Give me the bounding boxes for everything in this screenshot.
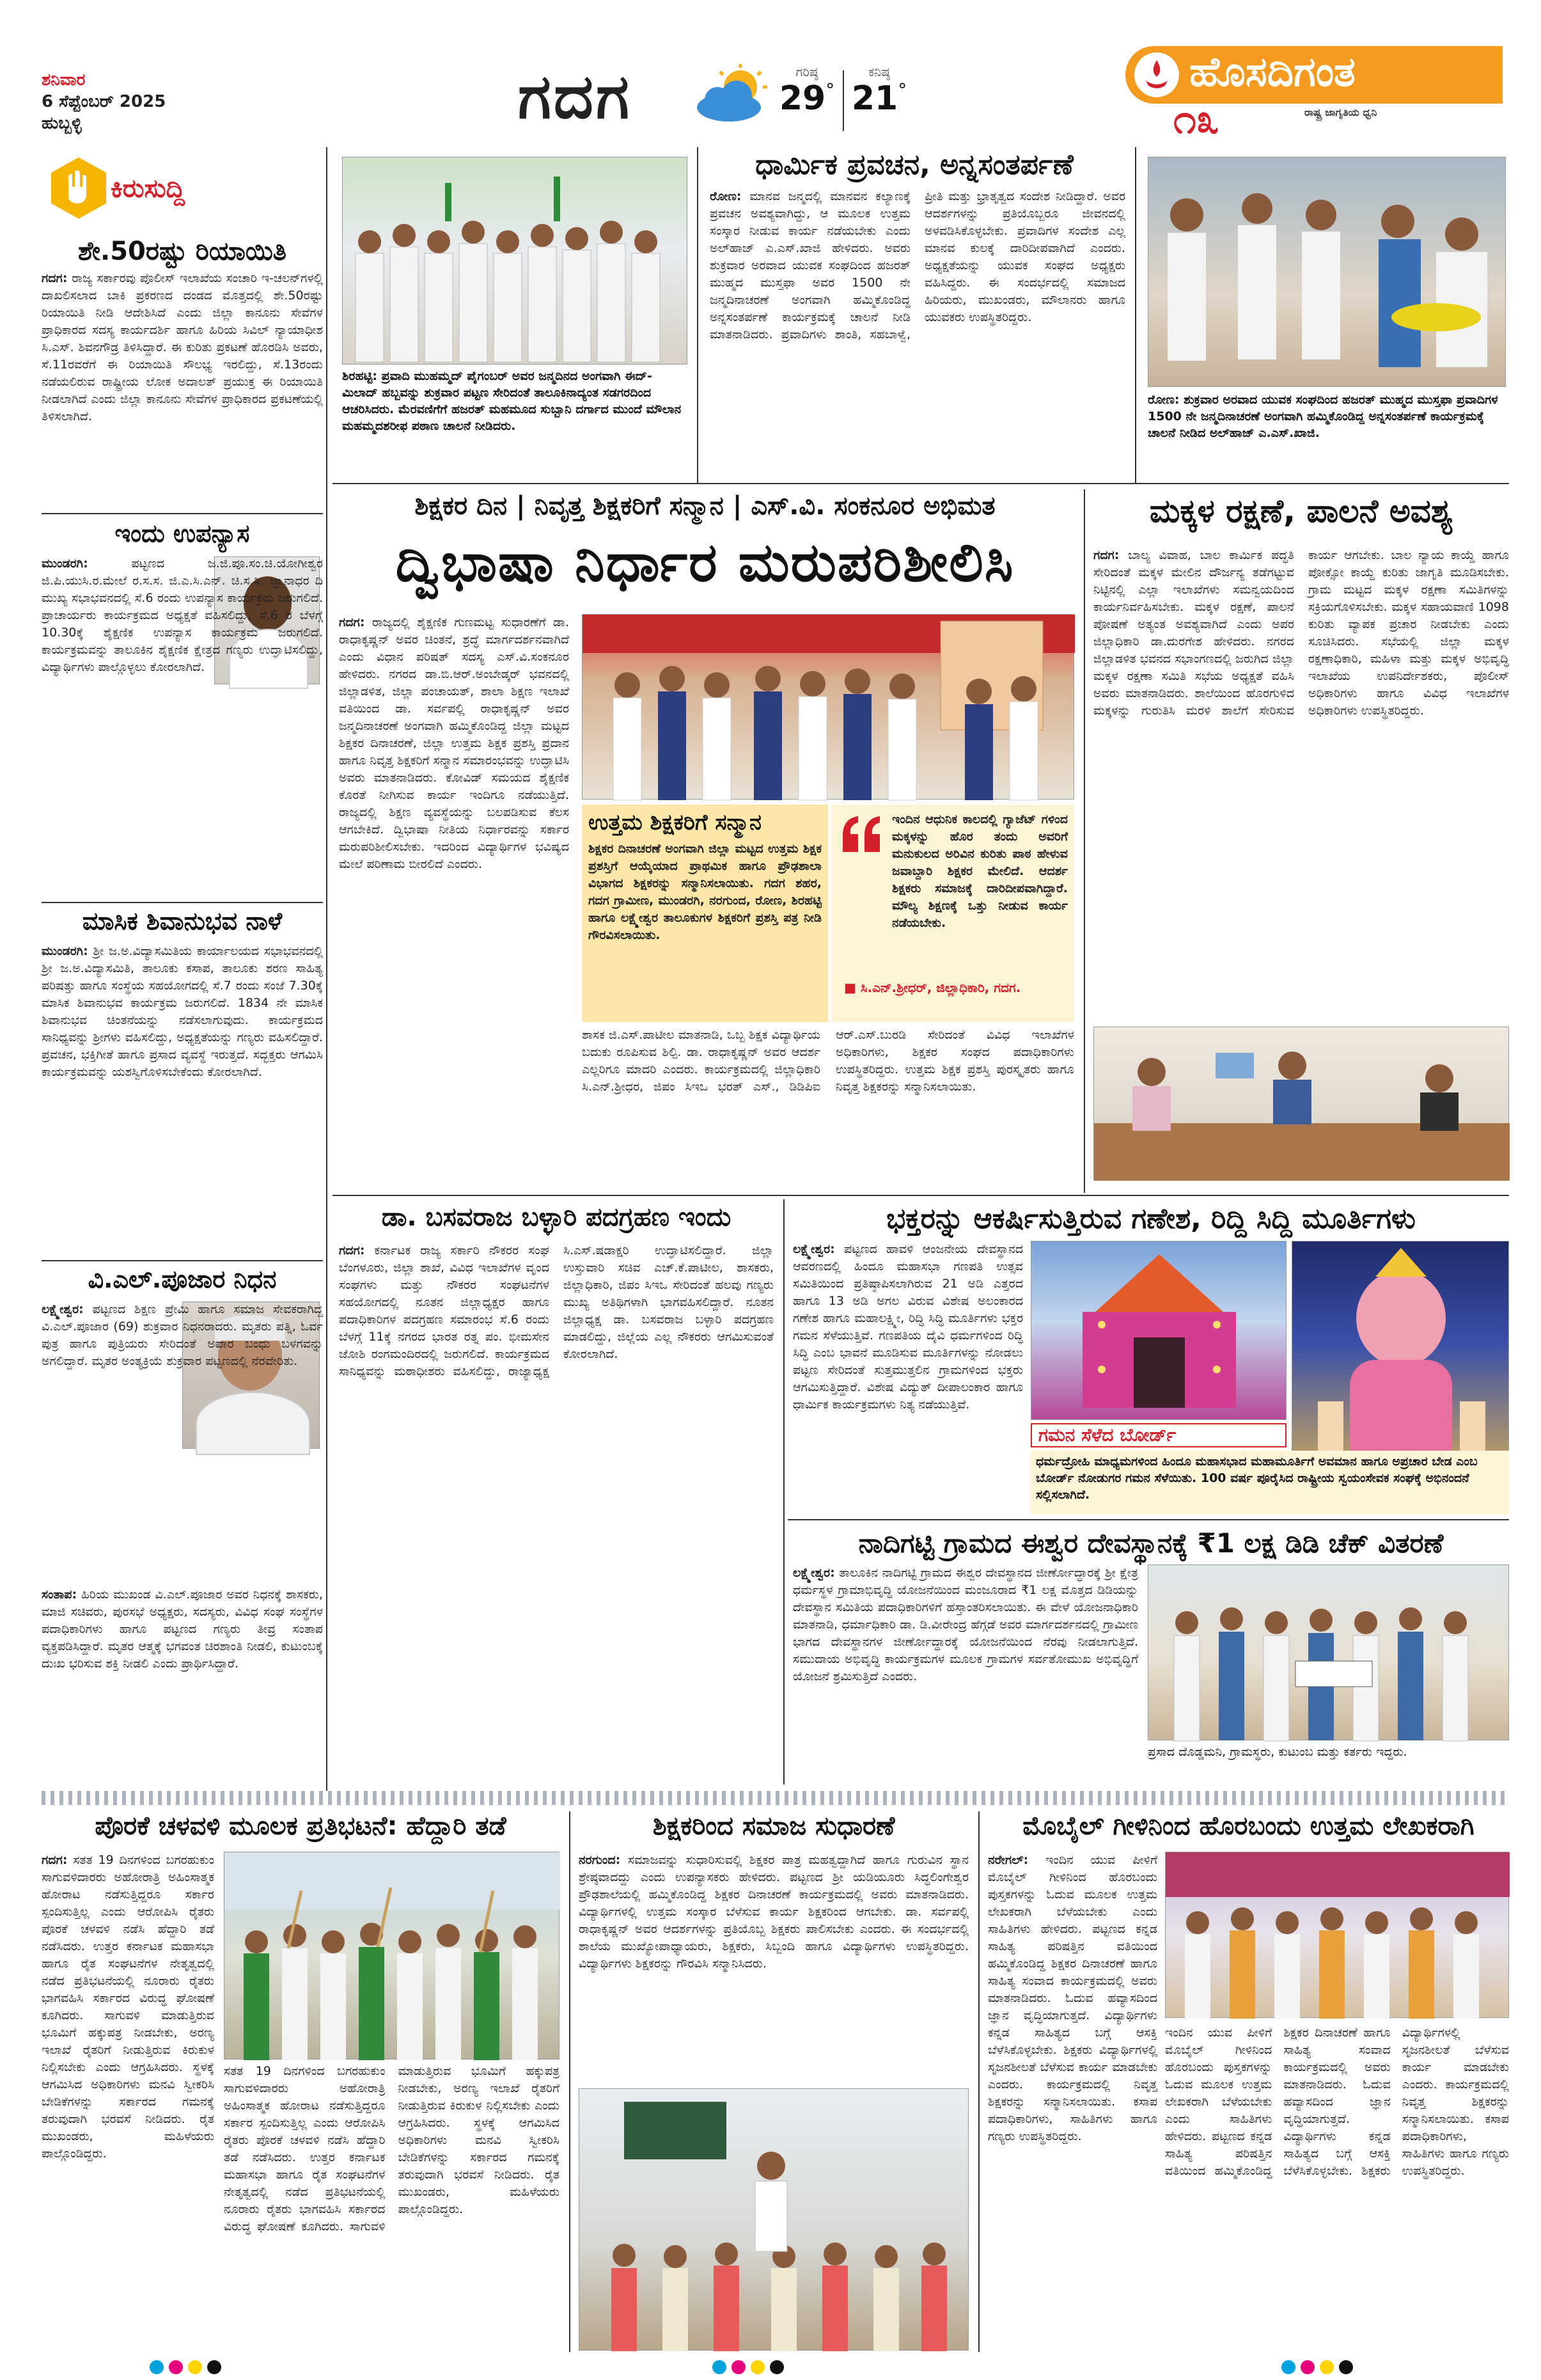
column-rule <box>1084 489 1085 1193</box>
max-temp-block: ಗರಿಷ್ಠ 29° <box>775 64 839 134</box>
max-label: ಗರಿಷ್ಠ <box>795 64 818 79</box>
kirusuddi-badge <box>47 156 194 220</box>
registration-dot <box>731 2360 746 2374</box>
eid-procession-photo <box>342 157 687 365</box>
dharmika-headline: ಧಾರ್ಮಿಕ ಪ್ರವಚನ, ಅನ್ನಸಂತರ್ಪಣೆ <box>755 148 1074 181</box>
divider <box>42 1260 323 1261</box>
child-protection-meeting-photo <box>1093 1027 1509 1180</box>
lead-headline: ದ್ವಿಭಾಷಾ ನಿರ್ಧಾರ ಮರುಪರಿಶೀಲಿಸಿ <box>395 531 1015 594</box>
school-teachers-day-photo <box>579 2088 969 2351</box>
basavaraj-headline: ಡಾ. ಬಸವರಾಜ ಬಳ್ಳಾರಿ ಪದಗ್ರಹಣ ಇಂದು <box>381 1202 731 1232</box>
registration-dot <box>1320 2360 1334 2374</box>
ganesha-headline: ಭಕ್ತರನ್ನು ಆಕರ್ಷಿಸುತ್ತಿರುವ ಗಣೇಶ, ರಿದ್ದಿ ಸಿದ್ದಿ ಮೂರ್ತಿಗಳು <box>886 1202 1416 1235</box>
section-rule <box>332 1195 1509 1196</box>
registration-dot <box>1281 2360 1295 2374</box>
poreke-headline: ಪೊರಕೆ ಚಳವಳಿ ಮೂಲಕ ಪ್ರತಿಭಟನೆ: ಹೆದ್ದಾರಿ ತಡೆ <box>95 1811 506 1841</box>
brief-body-3: ಮುಂಡರಗಿ: ಶ್ರೀ ಜ.ಅ.ವಿದ್ಯಾಸಮಿತಿಯ ಕಾರ್ಯಾಲಯದ ಸಭಾಭವನದಲ್ಲಿ ಶ್ರೀ ಜ.ಅ.ವಿದ್ಯಾಸಮಿತಿ, ತಾಲೂಕು ಕಸಾಪ, ತಾಲೂಕು ಶರಣ ಸಾಹಿತ್ಯ ಪರಿಷತ್ತು ಹಾಗೂ ಸಂಸ್ಥೆಯ ಸಹಯೋಗದಲ್ಲಿ ಸೆ.7 ರಂದು ಸಂಜೆ 7.30ಕ್ಕೆ ಮಾಸಿಕ ಶಿವಾನುಭವ ಕಾರ್ಯಕ್ರಮ ಜರುಗಲಿದೆ. 1834 ನೇ ಮಾಸಿಕ ಶಿವಾನುಭವ ಚಿಂತನೆಯನ್ನು ನಡೆಸಲಾಗುವುದು. ಕಾರ್ಯಕ್ರಮದ ಸಾನಿಧ್ಯವನ್ನು ಶ್ರೀಗಳು ವಹಿಸಲಿದ್ದು, ಅಧ್ಯಕ್ಷತೆಯನ್ನು ಗಣ್ಯರು ವಹಿಸಲಿದ್ದಾರೆ. ಪ್ರವಚನ, ಭಕ್ತಿಗೀತೆ ಹಾಗೂ ಪ್ರಸಾದ ವ್ಯವಸ್ಥೆ ಇರುತ್ತದೆ. ಸದ್ಭಕ್ತರು ಆಗಮಿಸಿ ಕಾರ್ಯಕ್ರಮವನ್ನು ಯಶಸ್ವಿಗೊಳಿಸಬೇಕೆಂದು ಕೋರಲಾಗಿದೆ. <box>42 944 324 1079</box>
registration-dot <box>770 2360 784 2374</box>
registration-dot <box>188 2360 202 2374</box>
protest-photo <box>224 1852 559 2060</box>
poreke-body: ಗದಗ: ಸತತ 19 ದಿನಗಳಿಂದ ಬಗರಹುಕುಂ ಸಾಗುವಳಿದಾರರು ಅಹೋರಾತ್ರಿ ಅಹಿಂಸಾತ್ಮಕ ಹೋರಾಟ ನಡೆಸುತ್ತಿದ್ದರೂ ಸರ್ಕಾರ ಸ್ಪಂದಿಸುತ್ತಿಲ್ಲ ಎಂದು ಆರೋಪಿಸಿ ರೈತರು ಪೊರಕೆ ಚಳವಳಿ ನಡೆಸಿ ಹೆದ್ದಾರಿ ತಡೆ ನಡೆಸಿದರು. ಉತ್ತರ ಕರ್ನಾಟಕ ಮಹಾಸಭಾ ಹಾಗೂ ರೈತ ಸಂಘಟನೆಗಳ ನೇತೃತ್ವದಲ್ಲಿ ನಡೆದ ಪ್ರತಿಭಟನೆಯಲ್ಲಿ ನೂರಾರು ರೈತರು ಭಾಗವಹಿಸಿ ಸರ್ಕಾರದ ವಿರುದ್ಧ ಘೋಷಣೆ ಕೂಗಿದರು. ಸಾಗುವಳಿ ಮಾಡುತ್ತಿರುವ ಭೂಮಿಗೆ ಹಕ್ಕುಪತ್ರ ನೀಡಬೇಕು, ಅರಣ್ಯ ಇಲಾಖೆ ರೈತರಿಗೆ ನೀಡುತ್ತಿರುವ ಕಿರುಕುಳ ನಿಲ್ಲಿಸಬೇಕು ಎಂದು ಆಗ್ರಹಿಸಿದರು. ಸ್ಥಳಕ್ಕೆ ಆಗಮಿಸಿದ ಅಧಿಕಾರಿಗಳು ಮನವಿ ಸ್ವೀಕರಿಸಿ ಬೇಡಿಕೆಗಳನ್ನು ಸರ್ಕಾರದ ಗಮನಕ್ಕೆ ತರುವುದಾಗಿ ಭರವಸೆ ನೀಡಿದರು. ರೈತ ಮುಖಂಡರು, ಮಹಿಳೆಯರು ಪಾಲ್ಗೊಂಡಿದ್ದರು. <box>42 1853 214 2161</box>
page-number: ೧೩ <box>1173 96 1219 143</box>
max-temp: 29 <box>779 79 826 118</box>
box-body: ಶಿಕ್ಷಕರ ದಿನಾಚರಣೆ ಅಂಗವಾಗಿ ಜಿಲ್ಲಾ ಮಟ್ಟದ ಉತ್ತಮ ಶಿಕ್ಷಕ ಪ್ರಶಸ್ತಿಗೆ ಆಯ್ಕೆಯಾದ ಪ್ರಾಥಮಿಕ ಹಾಗೂ ಪ್ರೌಢಶಾಲಾ ವಿಭಾಗದ ಶಿಕ್ಷಕರನ್ನು ಸನ್ಮಾನಿಸಲಾಯಿತು. ಗದಗ ಶಹರ, ಗದಗ ಗ್ರಾಮೀಣ, ಮುಂಡರಗಿ, ನರಗುಂದ, ರೋಣ, ಶಿರಹಟ್ಟಿ ಹಾಗೂ ಲಕ್ಷ್ಮೇಶ್ವರ ತಾಲೂಕುಗಳ ಶಿಕ್ಷಕರಿಗೆ ಪ್ರಶಸ್ತಿ ಪತ್ರ ನೀಡಿ ಗೌರವಿಸಲಾಯಿತು. <box>588 842 822 942</box>
uttama-shikshaka-box <box>582 805 828 1022</box>
shikshakarinda-body: ನರಗುಂದ: ಸಮಾಜವನ್ನು ಸುಧಾರಿಸುವಲ್ಲಿ ಶಿಕ್ಷಕರ ಪಾತ್ರ ಮಹತ್ವದ್ದಾಗಿದೆ ಹಾಗೂ ಗುರುವಿನ ಸ್ಥಾನ ಶ್ರೇಷ್ಠವಾದದ್ದು ಎಂದು ಉಪನ್ಯಾಸಕರು ಹೇಳಿದರು. ಪಟ್ಟಣದ ಶ್ರೀ ಯಡಿಯೂರು ಸಿದ್ಧಲಿಂಗೇಶ್ವರ ಪ್ರೌಢಶಾಲೆಯಲ್ಲಿ ಹಮ್ಮಿಕೊಂಡಿದ್ದ ಶಿಕ್ಷಕರ ದಿನಾಚರಣೆ ಕಾರ್ಯಕ್ರಮದಲ್ಲಿ ಅವರು ಮಾತನಾಡಿದರು. ವಿದ್ಯಾರ್ಥಿಗಳಲ್ಲಿ ಉತ್ತಮ ಸಂಸ್ಕಾರ ಬೆಳೆಸುವ ಕಾರ್ಯ ಶಿಕ್ಷಕರಿಂದ ಆಗಬೇಕು. ಡಾ. ಸರ್ವಪಲ್ಲಿ ರಾಧಾಕೃಷ್ಣನ್ ಅವರ ಆದರ್ಶಗಳನ್ನು ಪ್ರತಿಯೊಬ್ಬ ಶಿಕ್ಷಕರು ಪಾಲಿಸಬೇಕು ಎಂದರು. ಈ ಸಂದರ್ಭದಲ್ಲಿ ಶಾಲೆಯ ಮುಖ್ಯೋಪಾಧ್ಯಾಯರು, ಶಿಕ್ಷಕರು, ಸಿಬ್ಬಂದಿ ಹಾಗೂ ವಿದ್ಯಾರ್ಥಿಗಳು ಉಪಸ್ಥಿತರಿದ್ದರು. ವಿದ್ಯಾರ್ಥಿಗಳು ಶಿಕ್ಷಕರನ್ನು ಗೌರವಿಸಿ ಸನ್ಮಾನಿಸಿದರು. <box>579 1853 969 1971</box>
makkala-body: ಗದಗ: ಬಾಲ್ಯ ವಿವಾಹ, ಬಾಲ ಕಾರ್ಮಿಕ ಪದ್ಧತಿ ಸೇರಿದಂತೆ ಮಕ್ಕಳ ಮೇಲಿನ ದೌರ್ಜನ್ಯ ತಡೆಗಟ್ಟುವ ನಿಟ್ಟಿನಲ್ಲಿ ಎಲ್ಲಾ ಇಲಾಖೆಗಳು ಸಮನ್ವಯದಿಂದ ಕಾರ್ಯನಿರ್ವಹಿಸಬೇಕು. ಮಕ್ಕಳ ರಕ್ಷಣೆ, ಪಾಲನೆ ಪೋಷಣೆ ಅತ್ಯಂತ ಅವಶ್ಯವಾಗಿದೆ ಎಂದು ಅಪರ ಜಿಲ್ಲಾಧಿಕಾರಿ ಡಾ.ದುರಗೇಶ ಹೇಳಿದರು. ನಗರದ ಜಿಲ್ಲಾಡಳಿತ ಭವನದ ಸಭಾಂಗಣದಲ್ಲಿ ಜರುಗಿದ ಜಿಲ್ಲಾ ಮಕ್ಕಳ ರಕ್ಷಣಾ ಸಮಿತಿ ಸಭೆಯ ಅಧ್ಯಕ್ಷತೆ ವಹಿಸಿ ಅವರು ಮಾತನಾಡಿದರು. ಶಾಲೆಯಿಂದ ಹೊರಗುಳಿದ ಮಕ್ಕಳನ್ನು ಗುರುತಿಸಿ ಮರಳಿ ಶಾಲೆಗೆ ಸೇರಿಸುವ ಕಾರ್ಯ ಆಗಬೇಕು. ಬಾಲ ನ್ಯಾಯ ಕಾಯ್ದೆ ಹಾಗೂ ಪೋಕ್ಸೋ ಕಾಯ್ದೆ ಕುರಿತು ಜಾಗೃತಿ ಮೂಡಿಸಬೇಕು. ಗ್ರಾಮ ಮಟ್ಟದ ಮಕ್ಕಳ ರಕ್ಷಣಾ ಸಮಿತಿಗಳನ್ನು ಸಕ್ರಿಯಗೊಳಿಸಬೇಕು. ಮಕ್ಕಳ ಸಹಾಯವಾಣಿ 1098 ಕುರಿತು ವ್ಯಾಪಕ ಪ್ರಚಾರ ನೀಡಬೇಕು ಎಂದು ಸೂಚಿಸಿದರು. ಸಭೆಯಲ್ಲಿ ಜಿಲ್ಲಾ ಮಕ್ಕಳ ರಕ್ಷಣಾಧಿಕಾರಿ, ಮಹಿಳಾ ಮತ್ತು ಮಕ್ಕಳ ಅಭಿವೃದ್ಧಿ ಇಲಾಖೆಯ ಉಪನಿರ್ದೇಶಕರು, ಪೊಲೀಸ್ ಅಧಿಕಾರಿಗಳು ಹಾಗೂ ವಿವಿಧ ಇಲಾಖೆಗಳ ಅಧಿಕಾರಿಗಳು ಉಪಸ್ಥಿತರಿದ್ದರು. <box>1093 548 1509 718</box>
masthead-date-block <box>42 70 233 141</box>
lamp-logo-icon <box>1134 52 1179 97</box>
registration-dot <box>150 2360 164 2374</box>
column-rule <box>569 1811 570 2352</box>
day-label: ಶನಿವಾರ <box>42 70 86 90</box>
dharmika-body: ರೋಣ: ಮಾನವ ಜನ್ಮದಲ್ಲಿ ಮಾನವನ ಕಲ್ಯಾಣಕ್ಕೆ ಪ್ರವಚನ ಅವಶ್ಯವಾಗಿದ್ದು, ಆ ಮೂಲಕ ಉತ್ತಮ ಸಂಸ್ಕಾರ ನೀಡುವ ಕಾರ್ಯ ನಡೆಯಬೇಕು ಎಂದು ಅಲ್‌ಹಾಜ್ ಎ.ಎಸ್.ಖಾಜಿ ಹೇಳಿದರು. ಅವರು ಶುಕ್ರವಾರ ಅರವಾದ ಯುವಕ ಸಂಘದಿಂದ ಹಜರತ್ ಮುಹ್ಮದ ಮುಸ್ತಫಾ ಅವರ 1500 ನೇ ಜನ್ಮದಿನಾಚರಣೆ ಅಂಗವಾಗಿ ಹಮ್ಮಿಕೊಂಡಿದ್ದ ಅನ್ನಸಂತರ್ಪಣೆ ಕಾರ್ಯಕ್ರಮಕ್ಕೆ ಚಾಲನೆ ನೀಡಿ ಮಾತನಾಡಿದರು. ಪ್ರವಾದಿಗಳು ಶಾಂತಿ, ಸಹಬಾಳ್ವೆ, ಪ್ರೀತಿ ಮತ್ತು ಭ್ರಾತೃತ್ವದ ಸಂದೇಶ ನೀಡಿದ್ದಾರೆ. ಅವರ ಆದರ್ಶಗಳನ್ನು ಪ್ರತಿಯೊಬ್ಬರೂ ಜೀವನದಲ್ಲಿ ಅಳವಡಿಸಿಕೊಳ್ಳಬೇಕು. ಪ್ರವಾದಿಗಳ ಸಂದೇಶ ಎಲ್ಲ ಮಾನವ ಕುಲಕ್ಕೆ ದಾರಿದೀಪವಾಗಿದೆ ಎಂದರು. ಅಧ್ಯಕ್ಷತೆಯನ್ನು ಯುವಕ ಸಂಘದ ಅಧ್ಯಕ್ಷರು ವಹಿಸಿದ್ದರು. ಈ ಸಂದರ್ಭದಲ್ಲಿ ಸಮಾಜದ ಹಿರಿಯರು, ಮುಖಂಡರು, ಮೌಲಾನರು ಹಾಗೂ ಯುವಕರು ಉಪಸ್ಥಿತರಿದ್ದರು. <box>710 189 1125 342</box>
mobile-body: ನರೇಗಲ್: ಇಂದಿನ ಯುವ ಪೀಳಿಗೆ ಮೊಬೈಲ್ ಗೀಳಿನಿಂದ ಹೊರಬಂದು ಪುಸ್ತಕಗಳನ್ನು ಓದುವ ಮೂಲಕ ಉತ್ತಮ ಲೇಖಕರಾಗಿ ಬೆಳೆಯಬೇಕು ಎಂದು ಸಾಹಿತಿಗಳು ಹೇಳಿದರು. ಪಟ್ಟಣದ ಕನ್ನಡ ಸಾಹಿತ್ಯ ಪರಿಷತ್ತಿನ ವತಿಯಿಂದ ಹಮ್ಮಿಕೊಂಡಿದ್ದ ಶಿಕ್ಷಕರ ದಿನಾಚರಣೆ ಹಾಗೂ ಸಾಹಿತ್ಯ ಸಂವಾದ ಕಾರ್ಯಕ್ರಮದಲ್ಲಿ ಅವರು ಮಾತನಾಡಿದರು. ಓದುವ ಹವ್ಯಾಸದಿಂದ ಜ್ಞಾನ ವೃದ್ಧಿಯಾಗುತ್ತದೆ. ವಿದ್ಯಾರ್ಥಿಗಳು ಕನ್ನಡ ಸಾಹಿತ್ಯದ ಬಗ್ಗೆ ಆಸಕ್ತಿ ಬೆಳೆಸಿಕೊಳ್ಳಬೇಕು. ಶಿಕ್ಷಕರು ವಿದ್ಯಾರ್ಥಿಗಳಲ್ಲಿ ಸೃಜನಶೀಲತೆ ಬೆಳೆಸುವ ಕಾರ್ಯ ಮಾಡಬೇಕು ಎಂದರು. ಕಾರ್ಯಕ್ರಮದಲ್ಲಿ ನಿವೃತ್ತ ಶಿಕ್ಷಕರನ್ನು ಸನ್ಮಾನಿಸಲಾಯಿತು. ಕಸಾಪ ಪದಾಧಿಕಾರಿಗಳು, ಸಾಹಿತಿಗಳು ಹಾಗೂ ಗಣ್ಯರು ಉಪಸ್ಥಿತರಿದ್ದರು. <box>988 1853 1157 2143</box>
column-rule <box>783 1199 785 1785</box>
divider <box>42 513 323 514</box>
brief-body-1: ಗದಗ: ರಾಜ್ಯ ಸರ್ಕಾರವು ಪೊಲೀಸ್ ಇಲಾಖೆಯ ಸಂಚಾರಿ ಇ-ಚಲನ್‌ಗಳಲ್ಲಿ ದಾಖಲಿಸಲಾದ ಬಾಕಿ ಪ್ರಕರಣದ ದಂಡದ ಮೊತ್ತದಲ್ಲಿ ಶೇ.50ರಷ್ಟು ರಿಯಾಯಿತಿ ನೀಡಿ ಆದೇಶಿಸಿದೆ ಎಂದು ಜಿಲ್ಲಾ ಕಾನೂನು ಸೇವೆಗಳ ಪ್ರಾಧಿಕಾರದ ಸದಸ್ಯ ಕಾರ್ಯದರ್ಶಿ ಹಾಗೂ ಹಿರಿಯ ಸಿವಿಲ್ ನ್ಯಾಯಾಧೀಶ ಸಿ.ಎಸ್. ಶಿವನಗೌಡ್ರ ತಿಳಿಸಿದ್ದಾರೆ. ಈ ಕುರಿತು ಪ್ರಕಟಣೆ ಹೊರಡಿಸಿ ಅವರು, ಸೆ.11ರವರೆಗೆ ಈ ರಿಯಾಯಿತಿ ಸೌಲಭ್ಯ ಇರಲಿದ್ದು, ಸೆ.13ರಂದು ನಡೆಯಲಿರುವ ರಾಷ್ಟ್ರೀಯ ಲೋಕ ಅದಾಲತ್ ಪ್ರಯುಕ್ತ ಈ ರಿಯಾಯಿತಿ ನೀಡಲಾಗಿದೆ ಎಂದು ಜಿಲ್ಲಾ ಕಾನೂನು ಸೇವೆಗಳ ಪ್ರಾಧಿಕಾರದ ಪ್ರಕಟಣೆಯಲ್ಲಿ ತಿಳಿಸಲಾಗಿದೆ. <box>42 271 324 423</box>
column-rule <box>1135 147 1136 483</box>
registration-dot <box>169 2360 183 2374</box>
print-registration-marks <box>710 2360 812 2377</box>
print-registration-marks <box>1279 2360 1381 2377</box>
date-label: 6 ಸೆಪ್ಟೆಂಬರ್ 2025 <box>42 92 166 111</box>
annasantarpane-photo <box>1148 157 1506 387</box>
registration-dot <box>207 2360 221 2374</box>
min-temp: 21 <box>851 79 898 118</box>
kasapa-felicitation-photo <box>1165 1852 1509 2018</box>
registration-dot <box>712 2360 726 2374</box>
gamana-caption-body: ಧರ್ಮದ್ರೋಹಿ ಮಾಧ್ಯಮಗಳಿಂದ ಹಿಂದೂ ಮಹಾಸಭಾದ ಮಹಾಮೂರ್ತಿಗೆ ಅವಮಾನ ಹಾಗೂ ಅಪ್ರಚಾರ ಬೇಡ ಎಂಬ ಬೋರ್ಡ್ ನೋಡುಗರ ಗಮನ ಸೆಳೆಯಿತು. 100 ವರ್ಷ ಪೂರೈಸಿದ ರಾಷ್ಟ್ರೀಯ ಸ್ವಯಂಸೇವಕ ಸಂಘಕ್ಕೆ ಅಭಿನಂದನೆ ಸಲ್ಲಿಸಲಾಗಿದೆ. <box>1031 1451 1509 1515</box>
nadigatti-body: ಲಕ್ಷ್ಮೇಶ್ವರ: ತಾಲೂಕಿನ ನಾದಿಗಟ್ಟಿ ಗ್ರಾಮದ ಈಶ್ವರ ದೇವಸ್ಥಾನದ ಜೀರ್ಣೋದ್ಧಾರಕ್ಕೆ ಶ್ರೀ ಕ್ಷೇತ್ರ ಧರ್ಮಸ್ಥಳ ಗ್ರಾಮಾಭಿವೃದ್ಧಿ ಯೋಜನೆಯಿಂದ ಮಂಜೂರಾದ ₹1 ಲಕ್ಷ ಮೊತ್ತದ ಡಿಡಿಯನ್ನು ದೇವಸ್ಥಾನ ಸಮಿತಿಯ ಪದಾಧಿಕಾರಿಗಳಿಗೆ ಹಸ್ತಾಂತರಿಸಲಾಯಿತು. ಈ ವೇಳೆ ಯೋಜನಾಧಿಕಾರಿ ಮಾತನಾಡಿ, ಧರ್ಮಾಧಿಕಾರಿ ಡಾ. ಡಿ.ವೀರೇಂದ್ರ ಹೆಗ್ಗಡೆ ಅವರ ಮಾರ್ಗದರ್ಶನದಲ್ಲಿ ಗ್ರಾಮೀಣ ಭಾಗದ ದೇವಸ್ಥಾನಗಳ ಜೀರ್ಣೋದ್ಧಾರಕ್ಕೆ ಯೋಜನೆಯಿಂದ ನೆರವು ನೀಡಲಾಗುತ್ತಿದೆ. ಸಮುದಾಯ ಅಭಿವೃದ್ಧಿ ಕಾರ್ಯಕ್ರಮಗಳ ಮೂಲಕ ಗ್ರಾಮಗಳ ಸರ್ವತೋಮುಖ ಅಭಿವೃದ್ಧಿಗೆ ಯೋಜನೆ ಶ್ರಮಿಸುತ್ತಿದೆ ಎಂದರು. <box>793 1566 1138 1683</box>
section-rule <box>332 483 1509 484</box>
section-title: ಗದಗ <box>518 61 632 132</box>
brief-body-4: ಲಕ್ಷ್ಮೇಶ್ವರ: ಪಟ್ಟಣದ ಶಿಕ್ಷಣ ಪ್ರೇಮಿ ಹಾಗೂ ಸಮಾಜ ಸೇವಕರಾಗಿದ್ದ ವಿ.ಎಲ್.ಪೂಜಾರ (69) ಶುಕ್ರವಾರ ನಿಧನರಾದರು. ಮೃತರು ಪತ್ನಿ, ಓರ್ವ ಪುತ್ರ ಹಾಗೂ ಪುತ್ರಿಯರು ಸೇರಿದಂತೆ ಅಪಾರ ಬಂಧು ಬಳಗವನ್ನು ಅಗಲಿದ್ದಾರೆ. ಮೃತರ ಅಂತ್ಯಕ್ರಿಯೆ ಶುಕ್ರವಾರ ಪಟ್ಟಣದಲ್ಲಿ ನೆರವೇರಿತು. <box>42 1302 324 1368</box>
brand-tagline: ರಾಷ್ಟ್ರ ಜಾಗೃತಿಯ ಧ್ವನಿ <box>1304 106 1377 118</box>
lead-kicker: ಶಿಕ್ಷಕರ ದಿನ | ನಿವೃತ್ತ ಶಿಕ್ಷಕರಿಗೆ ಸನ್ಮಾನ | ಎಸ್.ವಿ. ಸಂಕನೂರ ಅಭಿಮತ <box>414 491 996 521</box>
shikshakarinda-headline: ಶಿಕ್ಷಕರಿಂದ ಸಮಾಜ ಸುಧಾರಣೆ <box>652 1811 895 1841</box>
box-title: ಉತ್ತಮ ಶಿಕ್ಷಕರಿಗೆ ಸನ್ಮಾನ <box>588 810 762 835</box>
brief-body-5: ಸಂತಾಪ: ಹಿರಿಯ ಮುಖಂಡ ವಿ.ಎಲ್.ಪೂಜಾರ ಅವರ ನಿಧನಕ್ಕೆ ಶಾಸಕರು, ಮಾಜಿ ಸಚಿವರು, ಪುರಸಭೆ ಅಧ್ಯಕ್ಷರು, ಸದಸ್ಯರು, ವಿವಿಧ ಸಂಘ ಸಂಸ್ಥೆಗಳ ಪದಾಧಿಕಾರಿಗಳು ಹಾಗೂ ಪಟ್ಟಣದ ಗಣ್ಯರು ತೀವ್ರ ಸಂತಾಪ ವ್ಯಕ್ತಪಡಿಸಿದ್ದಾರೆ. ಮೃತರ ಆತ್ಮಕ್ಕೆ ಭಗವಂತ ಚಿರಶಾಂತಿ ನೀಡಲಿ, ಕುಟುಂಬಕ್ಕೆ ದುಃಖ ಭರಿಸುವ ಶಕ್ತಿ ನೀಡಲಿ ಎಂದು ಪ್ರಾರ್ಥಿಸಿದ್ದಾರೆ. <box>42 1588 323 1671</box>
nadigatti-headline: ನಾದಿಗಟ್ಟಿ ಗ್ರಾಮದ ಈಶ್ವರ ದೇವಸ್ಥಾನಕ್ಕೆ ₹1 ಲಕ್ಷ ಡಿಡಿ ಚೆಕ್ ವಿತರಣೆ <box>858 1527 1444 1559</box>
brand-name: ಹೊಸದಿಗಂತ <box>1189 49 1356 96</box>
quote-mark-icon <box>836 810 888 861</box>
gamana-caption-box <box>1031 1423 1287 1447</box>
registration-dot <box>751 2360 765 2374</box>
brief-title-4: ವಿ.ಎಲ್.ಪೂಜಾರ ನಿಧನ <box>88 1265 277 1293</box>
min-label: ಕನಿಷ್ಠ <box>868 64 890 79</box>
brief-title-3: ಮಾಸಿಕ ಶಿವಾನುಭವ ನಾಳೆ <box>82 907 283 935</box>
poreke-body-cont: ಸತತ 19 ದಿನಗಳಿಂದ ಬಗರಹುಕುಂ ಸಾಗುವಳಿದಾರರು ಅಹೋರಾತ್ರಿ ಅಹಿಂಸಾತ್ಮಕ ಹೋರಾಟ ನಡೆಸುತ್ತಿದ್ದರೂ ಸರ್ಕಾರ ಸ್ಪಂದಿಸುತ್ತಿಲ್ಲ ಎಂದು ಆರೋಪಿಸಿ ರೈತರು ಪೊರಕೆ ಚಳವಳಿ ನಡೆಸಿ ಹೆದ್ದಾರಿ ತಡೆ ನಡೆಸಿದರು. ಉತ್ತರ ಕರ್ನಾಟಕ ಮಹಾಸಭಾ ಹಾಗೂ ರೈತ ಸಂಘಟನೆಗಳ ನೇತೃತ್ವದಲ್ಲಿ ನಡೆದ ಪ್ರತಿಭಟನೆಯಲ್ಲಿ ನೂರಾರು ರೈತರು ಭಾಗವಹಿಸಿ ಸರ್ಕಾರದ ವಿರುದ್ಧ ಘೋಷಣೆ ಕೂಗಿದರು. ಸಾಗುವಳಿ ಮಾಡುತ್ತಿರುವ ಭೂಮಿಗೆ ಹಕ್ಕುಪತ್ರ ನೀಡಬೇಕು, ಅರಣ್ಯ ಇಲಾಖೆ ರೈತರಿಗೆ ನೀಡುತ್ತಿರುವ ಕಿರುಕುಳ ನಿಲ್ಲಿಸಬೇಕು ಎಂದು ಆಗ್ರಹಿಸಿದರು. ಸ್ಥಳಕ್ಕೆ ಆಗಮಿಸಿದ ಅಧಿಕಾರಿಗಳು ಮನವಿ ಸ್ವೀಕರಿಸಿ ಬೇಡಿಕೆಗಳನ್ನು ಸರ್ಕಾರದ ಗಮನಕ್ಕೆ ತರುವುದಾಗಿ ಭರವಸೆ ನೀಡಿದರು. ರೈತ ಮುಖಂಡರು, ಮಹಿಳೆಯರು ಪಾಲ್ಗೊಂಡಿದ್ದರು. <box>224 2064 559 2234</box>
masthead <box>0 0 1541 144</box>
divider <box>42 902 323 903</box>
sun-cloud-icon <box>691 63 780 127</box>
basavaraj-body: ಗದಗ: ಕರ್ನಾಟಕ ರಾಜ್ಯ ಸರ್ಕಾರಿ ನೌಕರರ ಸಂಘ ಬೆಂಗಳೂರು, ಜಿಲ್ಲಾ ಶಾಖೆ, ವಿವಿಧ ಇಲಾಖೆಗಳ ವೃಂದ ಸಂಘಗಳು ಮತ್ತು ನೌಕರರ ಸಂಘಟನೆಗಳ ಸಹಯೋಗದಲ್ಲಿ ನೂತನ ಜಿಲ್ಲಾಧ್ಯಕ್ಷರ ಹಾಗೂ ಪದಾಧಿಕಾರಿಗಳ ಪದಗ್ರಹಣ ಸಮಾರಂಭ ಸೆ.6 ರಂದು ಬೆಳಗ್ಗೆ 11ಕ್ಕೆ ನಗರದ ಭಾರತ ರತ್ನ ಪಂ. ಭೀಮಸೇನ ಜೋಶಿ ರಂಗಮಂದಿರದಲ್ಲಿ ಜರುಗಲಿದೆ. ಕಾರ್ಯಕ್ರಮದ ಸಾನಿಧ್ಯವನ್ನು ಮಠಾಧೀಶರು ವಹಿಸಲಿದ್ದು, ರಾಜ್ಯಾಧ್ಯಕ್ಷ ಸಿ.ಎಸ್.ಷಡಾಕ್ಷರಿ ಉದ್ಘಾಟಿಸಲಿದ್ದಾರೆ. ಜಿಲ್ಲಾ ಉಸ್ತುವಾರಿ ಸಚಿವ ಎಚ್.ಕೆ.ಪಾಟೀಲ, ಶಾಸಕರು, ಜಿಲ್ಲಾಧಿಕಾರಿ, ಜಿಪಂ ಸಿಇಒ ಸೇರಿದಂತೆ ಹಲವು ಗಣ್ಯರು ಮುಖ್ಯ ಅತಿಥಿಗಳಾಗಿ ಭಾಗವಹಿಸಲಿದ್ದಾರೆ. ನೂತನ ಜಿಲ್ಲಾಧ್ಯಕ್ಷ ಡಾ. ಬಸವರಾಜ ಬಳ್ಳಾರಿ ಪದಗ್ರಹಣ ಮಾಡಲಿದ್ದು, ಜಿಲ್ಲೆಯ ಎಲ್ಲ ನೌಕರರು ಆಗಮಿಸುವಂತೆ ಕೋರಲಾಗಿದೆ. <box>339 1243 774 1378</box>
section-rule <box>788 1519 1509 1520</box>
brand-banner <box>1125 46 1503 104</box>
makkala-headline: ಮಕ್ಕಳ ರಕ್ಷಣೆ, ಪಾಲನೆ ಅವಶ್ಯ <box>1149 493 1453 530</box>
dc-quote-box <box>831 805 1074 1022</box>
temp-divider <box>843 70 844 131</box>
brief-title-2: ಇಂದು ಉಪನ್ಯಾಸ <box>114 519 250 548</box>
ganesha-pandal-photo <box>1031 1241 1287 1420</box>
eid-photo-caption: ಶಿರಹಟ್ಟಿ: ಪ್ರವಾದಿ ಮುಹಮ್ಮದ್ ಪೈಗಂಬರ್ ಅವರ ಜನ್ಮದಿನದ ಅಂಗವಾಗಿ ಈದ್-ಮಿಲಾದ್ ಹಬ್ಬವನ್ನು ಶುಕ್ರವಾರ ಪಟ್ಟಣ ಸೇರಿದಂತೆ ತಾಲೂಕಿನಾದ್ಯಂತ ಸಡಗರದಿಂದ ಆಚರಿಸಿದರು. ಮೆರವಣಿಗೆಗೆ ಹಜರತ್ ಮಹಮೂದ ಸುಬ್ಬಾನಿ ದರ್ಗಾದ ಮುಂದೆ ಮೌಲಾನ ಮಹಮ್ಮದಶರೀಫ ಪಠಾಣ ಚಾಲನೆ ನೀಡಿದರು. <box>342 369 682 433</box>
kirusuddi-label: ಕಿರುಸುದ್ದಿ <box>111 174 185 203</box>
city-label: ಹುಬ್ಬಳ್ಳಿ <box>42 114 82 133</box>
bottom-band-stripe <box>42 1791 1509 1805</box>
mobile-headline: ಮೊಬೈಲ್ ಗೀಳಿನಿಂದ ಹೊರಬಂದು ಉತ್ತಮ ಲೇಖಕರಾಗಿ <box>1022 1811 1475 1841</box>
print-registration-marks <box>147 2360 249 2377</box>
quote-signature: ■ ಸಿ.ಎನ್.ಶ್ರೀಧರ್, ಜಿಲ್ಲಾಧಿಕಾರಿ, ಗದಗ. <box>844 980 1021 995</box>
annasantarpane-caption: ರೋಣ: ಶುಕ್ರವಾರ ಅರವಾದ ಯುವಕ ಸಂಘದಿಂದ ಹಜರತ್ ಮುಹ್ಮದ ಮುಸ್ತಫಾ ಪ್ರವಾದಿಗಳ 1500 ನೇ ಜನ್ಮದಿನಾಚರಣೆ ಅಂಗವಾಗಿ ಹಮ್ಮಿಕೊಂಡಿದ್ದ ಅನ್ನಸಂತರ್ಪಣೆ ಕಾರ್ಯಕ್ರಮಕ್ಕೆ ಚಾಲನೆ ನೀಡಿದ ಅಲ್‌ಹಾಜ್ ಎ.ಎಸ್.ಖಾಜಿ. <box>1148 393 1498 440</box>
column-rule <box>697 147 698 483</box>
column-rule <box>978 1811 980 2352</box>
ganesha-body: ಲಕ್ಷ್ಮೇಶ್ವರ: ಪಟ್ಟಣದ ಹಾವಳಿ ಆಂಜನೇಯ ದೇವಸ್ಥಾನದ ಆವರಣದಲ್ಲಿ ಹಿಂದೂ ಮಹಾಸಭಾ ಗಣಪತಿ ಉತ್ಸವ ಸಮಿತಿಯಿಂದ ಪ್ರತಿಷ್ಠಾಪಿಸಲಾಗಿರುವ 21 ಅಡಿ ಎತ್ತರದ ಹಾಗೂ 13 ಅಡಿ ಅಗಲ ವಿರುವ ವಿಶೇಷ ಅಲಂಕಾರದ ಗಣೇಶ ಹಾಗೂ ಮಹಾಲಕ್ಷ್ಮೀ, ರಿದ್ಧಿ ಸಿದ್ಧಿ ಮೂರ್ತಿಗಳು ಭಕ್ತರ ಗಮನ ಸೆಳೆಯುತ್ತಿವೆ. ಗಣಪತಿಯ ದೈವಿ ಧರ್ಮಗಳಿಂದ ರಿದ್ಧಿ ಸಿದ್ಧಿ ಎಂಬ ಭಾವನೆ ಮೂಡಿಸುವ ಮೂರ್ತಿಗಳನ್ನು ನೋಡಲು ಪಟ್ಟಣ ಸೇರಿದಂತೆ ಸುತ್ತಮುತ್ತಲಿನ ಗ್ರಾಮಗಳಿಂದ ಭಕ್ತರು ಆಗಮಿಸುತ್ತಿದ್ದಾರೆ. ವಿಶೇಷ ವಿದ್ಯುತ್ ದೀಪಾಲಂಕಾರ ಹಾಗೂ ಧಾರ್ಮಿಕ ಕಾರ್ಯಕ್ರಮಗಳು ನಿತ್ಯ ನಡೆಯುತ್ತಿವೆ. <box>793 1242 1024 1412</box>
lead-body-left: ಗದಗ: ರಾಜ್ಯದಲ್ಲಿ ಶೈಕ್ಷಣಿಕ ಗುಣಮಟ್ಟ ಸುಧಾರಣೆಗೆ ಡಾ. ರಾಧಾಕೃಷ್ಣನ್ ಅವರ ಚಿಂತನೆ, ಶ್ರದ್ಧೆ ಮಾರ್ಗದರ್ಶನವಾಗಿದೆ ಎಂದು ವಿಧಾನ ಪರಿಷತ್ ಸದಸ್ಯ ಎಸ್.ವಿ.ಸಂಕನೂರ ಹೇಳಿದರು. ನಗರದ ಡಾ.ಬಿ.ಆರ್.ಅಂಬೇಡ್ಕರ್ ಭವನದಲ್ಲಿ ಜಿಲ್ಲಾಡಳಿತ, ಜಿಲ್ಲಾ ಪಂಚಾಯತ್, ಶಾಲಾ ಶಿಕ್ಷಣ ಇಲಾಖೆ ವತಿಯಿಂದ ಡಾ. ಸರ್ವಪಲ್ಲಿ ರಾಧಾಕೃಷ್ಣನ್ ಅವರ ಜನ್ಮದಿನಾಚರಣೆ ಅಂಗವಾಗಿ ಹಮ್ಮಿಕೊಂಡಿದ್ದ ಜಿಲ್ಲಾ ಮಟ್ಟದ ಶಿಕ್ಷಕರ ದಿನಾಚರಣೆ, ಜಿಲ್ಲಾ ಉತ್ತಮ ಶಿಕ್ಷಕ ಪ್ರಶಸ್ತಿ ಪ್ರದಾನ ಹಾಗೂ ನಿವೃತ್ತ ಶಿಕ್ಷಕರಿಗೆ ಸನ್ಮಾನ ಸಮಾರಂಭವನ್ನು ಉದ್ಘಾಟಿಸಿ ಅವರು ಮಾತನಾಡಿದರು. ಕೋವಿಡ್ ಸಮಯದ ಶೈಕ್ಷಣಿಕ ಕೊರತೆ ನೀಗಿಸುವ ಕಾರ್ಯ ಇಂದಿಗೂ ನಡೆಯುತ್ತಿದೆ. ರಾಜ್ಯದಲ್ಲಿ ಶಿಕ್ಷಣ ವ್ಯವಸ್ಥೆಯನ್ನು ಬಲಪಡಿಸುವ ಕೆಲಸ ಆಗಬೇಕಿದೆ. ದ್ವಿಭಾಷಾ ನೀತಿಯ ನಿರ್ಧಾರವನ್ನು ಸರ್ಕಾರ ಮರುಪರಿಶೀಲಿಸಬೇಕು. ಇದರಿಂದ ವಿದ್ಯಾರ್ಥಿಗಳ ಭವಿಷ್ಯದ ಮೇಲೆ ಪರಿಣಾಮ ಬೀರಲಿದೆ ಎಂದರು. <box>339 615 569 871</box>
teachers-day-stage-photo <box>582 614 1074 800</box>
lead-body-mid: ಶಾಸಕ ಜಿ.ಎಸ್.ಪಾಟೀಲ ಮಾತನಾಡಿ, ಒಬ್ಬ ಶಿಕ್ಷಕ ವಿದ್ಯಾರ್ಥಿಯ ಬದುಕು ರೂಪಿಸುವ ಶಿಲ್ಪಿ. ಡಾ. ರಾಧಾಕೃಷ್ಣನ್ ಅವರ ಆದರ್ಶ ಎಲ್ಲರಿಗೂ ಮಾದರಿ ಎಂದರು. ಕಾರ್ಯಕ್ರಮದಲ್ಲಿ ಜಿಲ್ಲಾಧಿಕಾರಿ ಸಿ.ಎನ್.ಶ್ರೀಧರ, ಜಿಪಂ ಸಿಇಒ ಭರತ್ ಎಸ್., ಡಿಡಿಪಿಐ ಆರ್.ಎಸ್.ಬುರಡಿ ಸೇರಿದಂತೆ ವಿವಿಧ ಇಲಾಖೆಗಳ ಅಧಿಕಾರಿಗಳು, ಶಿಕ್ಷಕರ ಸಂಘದ ಪದಾಧಿಕಾರಿಗಳು ಉಪಸ್ಥಿತರಿದ್ದರು. ಉತ್ತಮ ಶಿಕ್ಷಕ ಪ್ರಶಸ್ತಿ ಪುರಸ್ಕೃತರು ಹಾಗೂ ನಿವೃತ್ತ ಶಿಕ್ಷಕರನ್ನು ಸನ್ಮಾನಿಸಲಾಯಿತು. <box>582 1028 1074 1094</box>
dd-cheque-photo <box>1148 1564 1509 1740</box>
min-temp-block: ಕನಿಷ್ಠ 21° <box>847 64 911 134</box>
caption-title: ಗಮನ ಸೆಳೆದ ಬೋರ್ಡ್ <box>1038 1424 1176 1446</box>
dd-cheque-caption: ಪ್ರಸಾದ ದೊಡ್ಡಮನಿ, ಗ್ರಾಮಸ್ಥರು, ಕುಟುಂಬ ಮತ್ತು ಕರ್ತರು ಇದ್ದರು. <box>1148 1745 1407 1759</box>
registration-dot <box>1301 2360 1315 2374</box>
quote-body: ಇಂದಿನ ಆಧುನಿಕ ಕಾಲದಲ್ಲಿ ಗ್ಯಾಜೆಟ್ ಗಳಿಂದ ಮಕ್ಕಳನ್ನು ಹೊರ ತಂದು ಅವರಿಗೆ ಮನುಕುಲದ ಅರಿವಿನ ಕುರಿತು ಪಾಠ ಹೇಳುವ ಜವಾಬ್ದಾರಿ ಶಿಕ್ಷಕರ ಮೇಲಿದೆ. ಆದರ್ಶ ಶಿಕ್ಷಕರು ಸಮಾಜಕ್ಕೆ ದಾರಿದೀಪವಾಗಿದ್ದಾರೆ. ಮೌಲ್ಯ ಶಿಕ್ಷಣಕ್ಕೆ ಒತ್ತು ನೀಡುವ ಕಾರ್ಯ ನಡೆಯಬೇಕು. <box>892 812 1068 930</box>
brief-title-1: ಶೇ.50ರಷ್ಟು ರಿಯಾಯಿತಿ <box>77 237 287 266</box>
brief-body-2: ಮುಂಡರಗಿ: ಪಟ್ಟಣದ ಜ.ಜಿ.ಪೂ.ಸಂ.ಚಿ.ಯೋಗೀಶ್ವರ ಜಿ.ಪಿ.ಯುಸಿ.ರ.ಮೇಲೆ ರ.ಸ.ಸ. ಜಿ.ಎ.ಸಿ.ಎನ್. ಚಿ.ಸ.ಸಿ. ಜ್ಞಾನಾಧರ ದಿ ಮುಖ್ಯ ಸಭಾಭವನದಲ್ಲಿ ಸೆ.6 ರಂದು ಉಪನ್ಯಾಸ ಕಾರ್ಯಕ್ರಮ ಜರುಗಲಿದೆ. ಪ್ರಾಚಾರ್ಯರು ಕಾರ್ಯಕ್ರಮದ ಅಧ್ಯಕ್ಷತೆ ವಹಿಸಲಿದ್ದು, ಸೆ.6 ರ ಬೆಳಗ್ಗೆ 10.30ಕ್ಕೆ ಶೈಕ್ಷಣಿಕ ಉಪನ್ಯಾಸ ಕಾರ್ಯಕ್ರಮ ಜರುಗಲಿದೆ. ಕಾರ್ಯಕ್ರಮವನ್ನು ತಾಲೂಕಿನ ಶೈಕ್ಷಣಿಕ ಕ್ಷೇತ್ರದ ಗಣ್ಯರು ಉದ್ಘಾಟಿಸಲಿದ್ದು, ವಿದ್ಯಾರ್ಥಿಗಳು ಪಾಲ್ಗೊಳ್ಳಲು ಕೋರಲಾಗಿದೆ. <box>42 556 323 674</box>
mobile-body-cont: ಇಂದಿನ ಯುವ ಪೀಳಿಗೆ ಮೊಬೈಲ್ ಗೀಳಿನಿಂದ ಹೊರಬಂದು ಪುಸ್ತಕಗಳನ್ನು ಓದುವ ಮೂಲಕ ಉತ್ತಮ ಲೇಖಕರಾಗಿ ಬೆಳೆಯಬೇಕು ಎಂದು ಸಾಹಿತಿಗಳು ಹೇಳಿದರು. ಪಟ್ಟಣದ ಕನ್ನಡ ಸಾಹಿತ್ಯ ಪರಿಷತ್ತಿನ ವತಿಯಿಂದ ಹಮ್ಮಿಕೊಂಡಿದ್ದ ಶಿಕ್ಷಕರ ದಿನಾಚರಣೆ ಹಾಗೂ ಸಾಹಿತ್ಯ ಸಂವಾದ ಕಾರ್ಯಕ್ರಮದಲ್ಲಿ ಅವರು ಮಾತನಾಡಿದರು. ಓದುವ ಹವ್ಯಾಸದಿಂದ ಜ್ಞಾನ ವೃದ್ಧಿಯಾಗುತ್ತದೆ. ವಿದ್ಯಾರ್ಥಿಗಳು ಕನ್ನಡ ಸಾಹಿತ್ಯದ ಬಗ್ಗೆ ಆಸಕ್ತಿ ಬೆಳೆಸಿಕೊಳ್ಳಬೇಕು. ಶಿಕ್ಷಕರು ವಿದ್ಯಾರ್ಥಿಗಳಲ್ಲಿ ಸೃಜನಶೀಲತೆ ಬೆಳೆಸುವ ಕಾರ್ಯ ಮಾಡಬೇಕು ಎಂದರು. ಕಾರ್ಯಕ್ರಮದಲ್ಲಿ ನಿವೃತ್ತ ಶಿಕ್ಷಕರನ್ನು ಸನ್ಮಾನಿಸಲಾಯಿತು. ಕಸಾಪ ಪದಾಧಿಕಾರಿಗಳು, ಸಾಹಿತಿಗಳು ಹಾಗೂ ಗಣ್ಯರು ಉಪಸ್ಥಿತರಿದ್ದರು. <box>1165 2026 1509 2178</box>
registration-dot <box>1339 2360 1353 2374</box>
column-rule <box>326 147 327 1791</box>
kirusuddi-column <box>42 147 323 1791</box>
hand-megaphone-icon <box>47 156 111 220</box>
